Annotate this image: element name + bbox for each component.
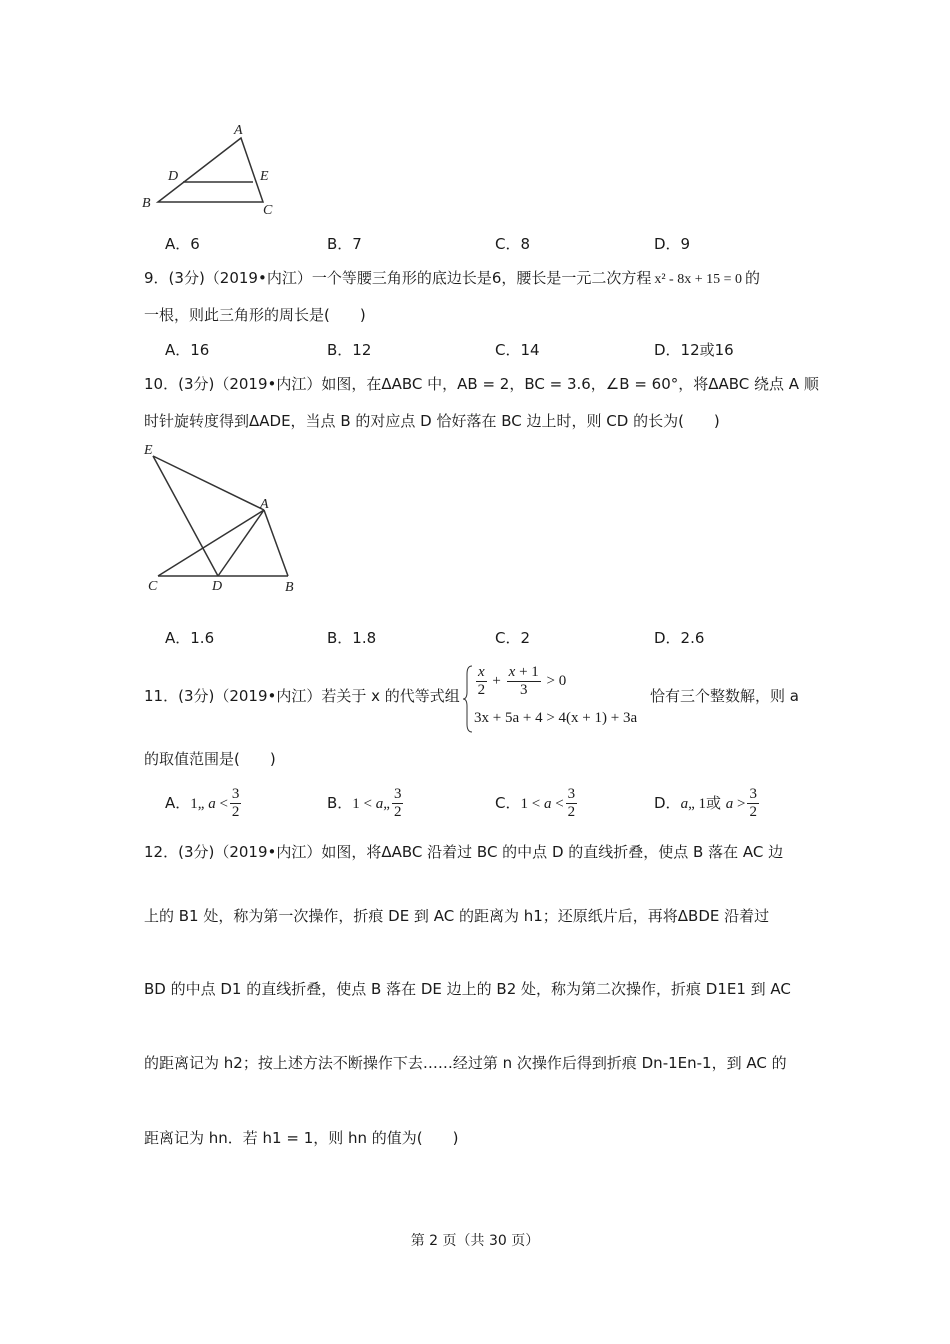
q10-option-a: A．1.6 [165,629,215,647]
q11-option-a: A．1„ a < $\frac{3}{2}$ [165,786,240,820]
q10-option-d: D．2.6 [654,629,705,647]
q12-line-3: BD 的中点 D1 的直线折叠，使点 B 落在 DE 边上的 B2 处，称为第二次操作，折痕 D1E1 到 AC [144,980,791,998]
page-footer: 第 2 页（共 30 页） [410,1233,540,1249]
q11-suffix: 恰有三个整数解，则 a [650,687,799,705]
q8-option-a: A．6 [165,235,200,253]
q11-brace [462,664,474,734]
q9-line-1 [144,268,760,290]
rotation-figure-2 [138,438,313,598]
q9-equation: x² - 8x + 15 = 0 [654,272,743,287]
q9-line-2: 一根，则此三角形的周长是( ) [144,306,366,324]
q9-option-c: C．14 [495,341,540,359]
q8-option-d: D．9 [654,235,691,253]
q12-line-5: 距离记为 hn．若 h1 = 1，则 hn 的值为( ) [144,1129,459,1147]
q11-inequality-2: 3x + 5a + 4 > 4(x + 1) + 3a [474,710,638,726]
q9-option-d: D．12或16 [654,341,734,359]
q8-option-b: B．7 [327,235,362,253]
q11-line-2: 的取值范围是( ) [144,750,276,768]
fig2-label-c: C [148,579,158,594]
q12-line-4: 的距离记为 h2；按上述方法不断操作下去……经过第 n 次操作后得到折痕 Dn-1En-1，到 AC 的 [144,1054,787,1072]
fig1-label-b: B [142,196,151,211]
q11-option-d: D．a„ 1或 a > $\frac{3}{2}$ [654,786,757,820]
q12-line-1: 12．(3分)（2019•内江）如图，将ΔABC 沿着过 BC 的中点 D 的直线折叠，使点 B 落在 AC 边 [144,843,784,861]
q9-option-b: B．12 [327,341,372,359]
q11-prefix: 11．(3分)（2019•内江）若关于 x 的代等式组 [144,687,460,705]
q11-inequality-1: $\frac{x}{2}$ + $\frac{x + 1}{3}$ > 0 [477,664,567,698]
fig2-label-a: A [260,497,269,512]
q10-line-1: 10．(3分)（2019•内江）如图，在ΔABC 中，AB = 2，BC = 3.6，∠B = 60°，将ΔABC 绕点 A 顺 [144,375,819,393]
q11-option-c: C．1 < a < $\frac{3}{2}$ [495,786,576,820]
q10-option-b: B．1.8 [327,629,377,647]
fig2-label-d: D [212,579,223,594]
q9-text-end: 的 [745,269,761,287]
fig1-label-c: C [263,203,273,218]
triangle-figure-1 [138,118,288,218]
fig1-label-d: D [168,169,179,184]
fig1-label-a: A [234,123,243,138]
q9-text: 9．(3分)（2019•内江）一个等腰三角形的底边长是6，腰长是一元二次方程 [144,269,652,287]
q9-option-a: A．16 [165,341,210,359]
fig1-label-e: E [260,169,269,184]
fig2-label-e: E [144,443,153,458]
q10-line-2: 时针旋转度得到ΔADE，当点 B 的对应点 D 恰好落在 BC 边上时，则 CD 的长为( ) [144,412,720,430]
fig2-label-b: B [285,580,294,595]
q8-option-c: C．8 [495,235,531,253]
q11-option-b: B．1 < a„ $\frac{3}{2}$ [327,786,402,820]
q12-line-2: 上的 B1 处，称为第一次操作，折痕 DE 到 AC 的距离为 h1；还原纸片后，再将ΔBDE 沿着过 [144,907,770,925]
q10-option-c: C．2 [495,629,531,647]
